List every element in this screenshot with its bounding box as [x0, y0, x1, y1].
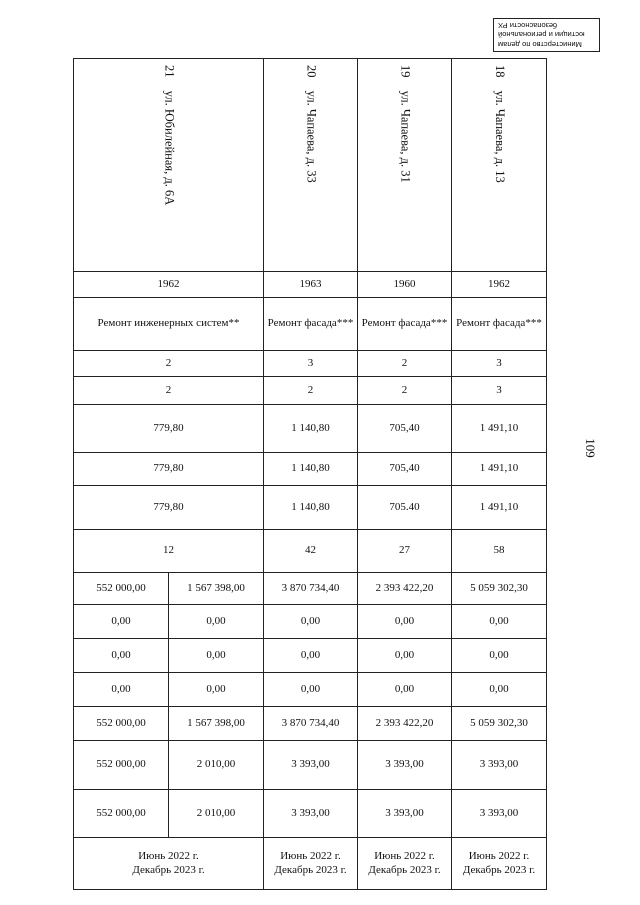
table-row-dates: [74, 838, 547, 890]
table-cell: 552 000,00: [74, 573, 169, 605]
column-number: 20: [304, 65, 319, 78]
table-cell: 0,00: [169, 605, 264, 639]
table-cell: 27: [358, 530, 452, 573]
table-cell: 2: [264, 377, 358, 405]
table-cell: 2 393 422,20: [358, 707, 452, 741]
table-cell: 552 000,00: [74, 790, 169, 838]
header-cell-20: [264, 59, 358, 272]
table-cell: Ремонт фасада***: [452, 298, 547, 351]
table-row-fund-3: [74, 673, 547, 707]
table-cell: 3: [264, 351, 358, 377]
table-cell: 3 393,00: [452, 741, 547, 790]
date-end: Декабрь 2023 г.: [462, 863, 536, 876]
stamp-line-2: юстиции и региональной: [498, 30, 585, 40]
column-number: 21: [162, 65, 177, 78]
table-cell: 3: [452, 351, 547, 377]
table-cell: [264, 838, 358, 890]
table-cell: 1 140,80: [264, 453, 358, 486]
date-start: Июнь 2022 г.: [374, 849, 435, 862]
header-cell-21: [74, 59, 264, 272]
table-cell: 0,00: [264, 639, 358, 673]
table-row-floors: [74, 351, 547, 377]
table-cell: 3 393,00: [358, 741, 452, 790]
table-cell: 0,00: [452, 673, 547, 707]
table-cell: Ремонт фасада***: [358, 298, 452, 351]
table-cell: 2 393 422,20: [358, 573, 452, 605]
table-cell: [358, 838, 452, 890]
table-cell: 2: [74, 351, 264, 377]
table-cell: 1 491,10: [452, 453, 547, 486]
table-cell: 3 393,00: [452, 790, 547, 838]
registration-stamp: [493, 18, 600, 52]
table-cell: 779,80: [74, 405, 264, 453]
table-cell: [74, 838, 264, 890]
table-cell: 42: [264, 530, 358, 573]
table-cell: 2 010,00: [169, 790, 264, 838]
table-cell: 3 393,00: [264, 790, 358, 838]
table-cell: 1 140,80: [264, 486, 358, 530]
table-row-area-living: [74, 486, 547, 530]
table-cell: 0,00: [264, 673, 358, 707]
table-row-fund-1: [74, 605, 547, 639]
table-row-max-cost: [74, 790, 547, 838]
table-cell: 1962: [74, 272, 264, 298]
table-cell: 58: [452, 530, 547, 573]
column-address: ул. Чапаева, д. 13: [492, 90, 507, 183]
table-cell: 0,00: [358, 605, 452, 639]
table-row-residents: [74, 530, 547, 573]
table-cell: 552 000,00: [74, 741, 169, 790]
table-cell: 0,00: [358, 639, 452, 673]
table-cell: [452, 838, 547, 890]
table-cell: 1 567 398,00: [169, 707, 264, 741]
table-cell: Ремонт фасада***: [264, 298, 358, 351]
table-cell: 3 870 734,40: [264, 707, 358, 741]
table-cell: 0,00: [169, 673, 264, 707]
stamp-line-1: Министерство по делам: [498, 40, 582, 49]
table-cell: 552 000,00: [74, 707, 169, 741]
page-number: 109: [582, 438, 598, 458]
table-cell: 5 059 302,30: [452, 573, 547, 605]
table-cell: 2 010,00: [169, 741, 264, 790]
date-end: Декабрь 2023 г.: [368, 863, 441, 876]
table-cell: Ремонт инженерных систем**: [74, 298, 264, 351]
table-cell: 3 393,00: [358, 790, 452, 838]
column-number: 19: [398, 65, 413, 78]
table-row-cost-total: [74, 573, 547, 605]
table-cell: 0,00: [74, 639, 169, 673]
table-row-fund-owners: [74, 707, 547, 741]
table-cell: 2: [74, 377, 264, 405]
date-start: Июнь 2022 г.: [468, 849, 530, 862]
table-cell: 0,00: [74, 673, 169, 707]
repair-program-table: [73, 58, 547, 890]
column-address: ул. Юбилейная, д. 6А: [162, 90, 177, 206]
stamp-line-3: безопасности РХ: [498, 21, 558, 30]
table-cell: 2: [358, 377, 452, 405]
table-cell: 0,00: [358, 673, 452, 707]
column-number: 18: [492, 65, 507, 78]
table-cell: 1963: [264, 272, 358, 298]
table-cell: 705,40: [358, 453, 452, 486]
table-row-area-total: [74, 405, 547, 453]
date-end: Декабрь 2023 г.: [274, 863, 347, 876]
header-cell-19: [358, 59, 452, 272]
table-cell: 0,00: [74, 605, 169, 639]
table-row-work-type: [74, 298, 547, 351]
column-address: ул. Чапаева, д. 31: [398, 90, 413, 183]
table-row-entrances: [74, 377, 547, 405]
table-cell: 1962: [452, 272, 547, 298]
table-cell: 1 491,10: [452, 405, 547, 453]
table-cell: 0,00: [169, 639, 264, 673]
table-row-unit-cost: [74, 741, 547, 790]
date-start: Июнь 2022 г.: [280, 849, 341, 862]
table-row-year: [74, 272, 547, 298]
header-cell-18: [452, 59, 547, 272]
table-cell: 3 870 734,40: [264, 573, 358, 605]
table-cell: 705,40: [358, 405, 452, 453]
table-cell: 779,80: [74, 453, 264, 486]
table-cell: 0,00: [452, 639, 547, 673]
table-cell: 3 393,00: [264, 741, 358, 790]
table-cell: 5 059 302,30: [452, 707, 547, 741]
date-start: Июнь 2022 г.: [138, 849, 199, 862]
table-cell: 1960: [358, 272, 452, 298]
table-cell: 1 567 398,00: [169, 573, 264, 605]
table-cell: 1 491,10: [452, 486, 547, 530]
table-cell: 779,80: [74, 486, 264, 530]
table-cell: 12: [74, 530, 264, 573]
table-row-header: [74, 59, 547, 272]
table-row-area-premises: [74, 453, 547, 486]
table-cell: 1 140,80: [264, 405, 358, 453]
table-cell: 2: [358, 351, 452, 377]
table-cell: 3: [452, 377, 547, 405]
table-row-fund-2: [74, 639, 547, 673]
table-cell: 705.40: [358, 486, 452, 530]
date-end: Декабрь 2023 г.: [132, 863, 205, 876]
column-address: ул. Чапаева, д. 33: [304, 90, 319, 183]
table-cell: 0,00: [452, 605, 547, 639]
table-cell: 0,00: [264, 605, 358, 639]
